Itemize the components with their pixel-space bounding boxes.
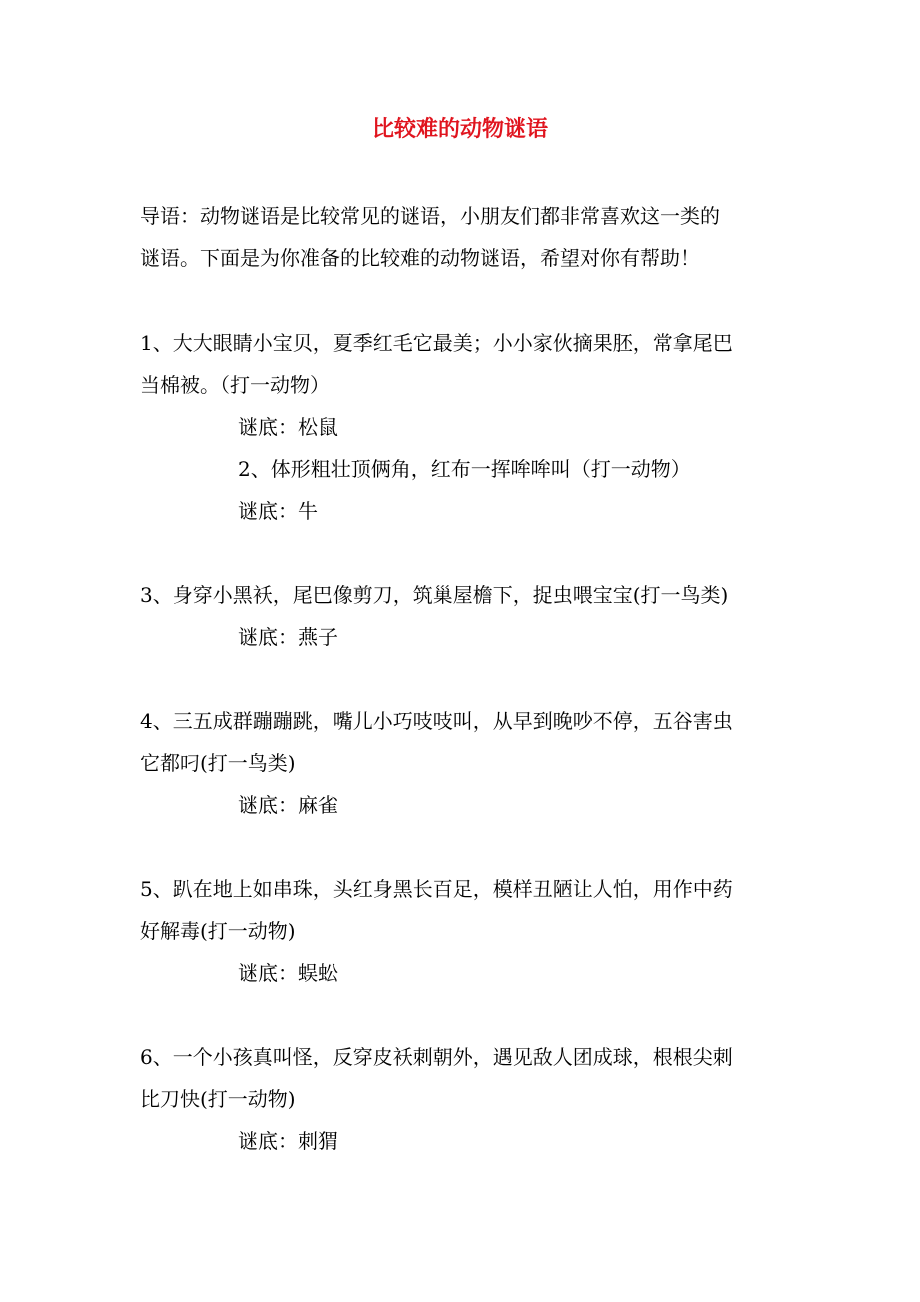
riddle-5-answer: 谜底：蜈蚣 xyxy=(238,961,338,985)
riddle-1-line-2: 当棉被。（打一动物） xyxy=(140,373,330,397)
riddle-5-line-1: 5、趴在地上如串珠，头红身黑长百足，模样丑陋让人怕，用作中药 xyxy=(140,877,733,901)
riddle-4-answer: 谜底：麻雀 xyxy=(238,793,338,817)
riddle-4-question xyxy=(140,700,790,784)
riddle-4-line-1: 4、三五成群蹦蹦跳，嘴儿小巧吱吱叫，从早到晚吵不停，五谷害虫 xyxy=(140,709,733,733)
document-title: 比较难的动物谜语 xyxy=(371,116,548,142)
intro-line-2: 谜语。下面是为你准备的比较难的动物谜语，希望对你有帮助！ xyxy=(140,246,700,270)
riddle-5-line-2: 好解毒(打一动物) xyxy=(140,919,296,943)
riddle-2-answer: 谜底：牛 xyxy=(238,499,318,523)
riddle-3-answer: 谜底：燕子 xyxy=(238,625,338,649)
riddle-6-question xyxy=(140,1036,790,1120)
riddle-3-line-1: 3、身穿小黑袄，尾巴像剪刀，筑巢屋檐下，捉虫喂宝宝(打一鸟类) xyxy=(140,583,729,607)
riddle-1-line-1: 1、大大眼睛小宝贝，夏季红毛它最美；小小家伙摘果胚，常拿尾巴 xyxy=(140,331,733,355)
riddle-6-answer: 谜底：刺猬 xyxy=(238,1129,338,1153)
riddle-1-question xyxy=(140,322,790,406)
riddle-6-line-1: 6、一个小孩真叫怪，反穿皮袄刺朝外，遇见敌人团成球，根根尖刺 xyxy=(140,1045,733,1069)
riddle-4-line-2: 它都叼(打一鸟类) xyxy=(140,751,296,775)
riddle-2-question: 2、体形粗壮顶俩角，红布一挥哞哞叫（打一动物） xyxy=(238,457,691,481)
riddle-5-question xyxy=(140,868,790,952)
riddle-1-answer: 谜底：松鼠 xyxy=(238,415,338,439)
intro-paragraph xyxy=(140,195,790,279)
riddle-6-line-2: 比刀快(打一动物) xyxy=(140,1087,296,1111)
riddle-3-question xyxy=(140,574,790,616)
intro-line-1: 导语：动物谜语是比较常见的谜语，小朋友们都非常喜欢这一类的 xyxy=(140,204,720,228)
